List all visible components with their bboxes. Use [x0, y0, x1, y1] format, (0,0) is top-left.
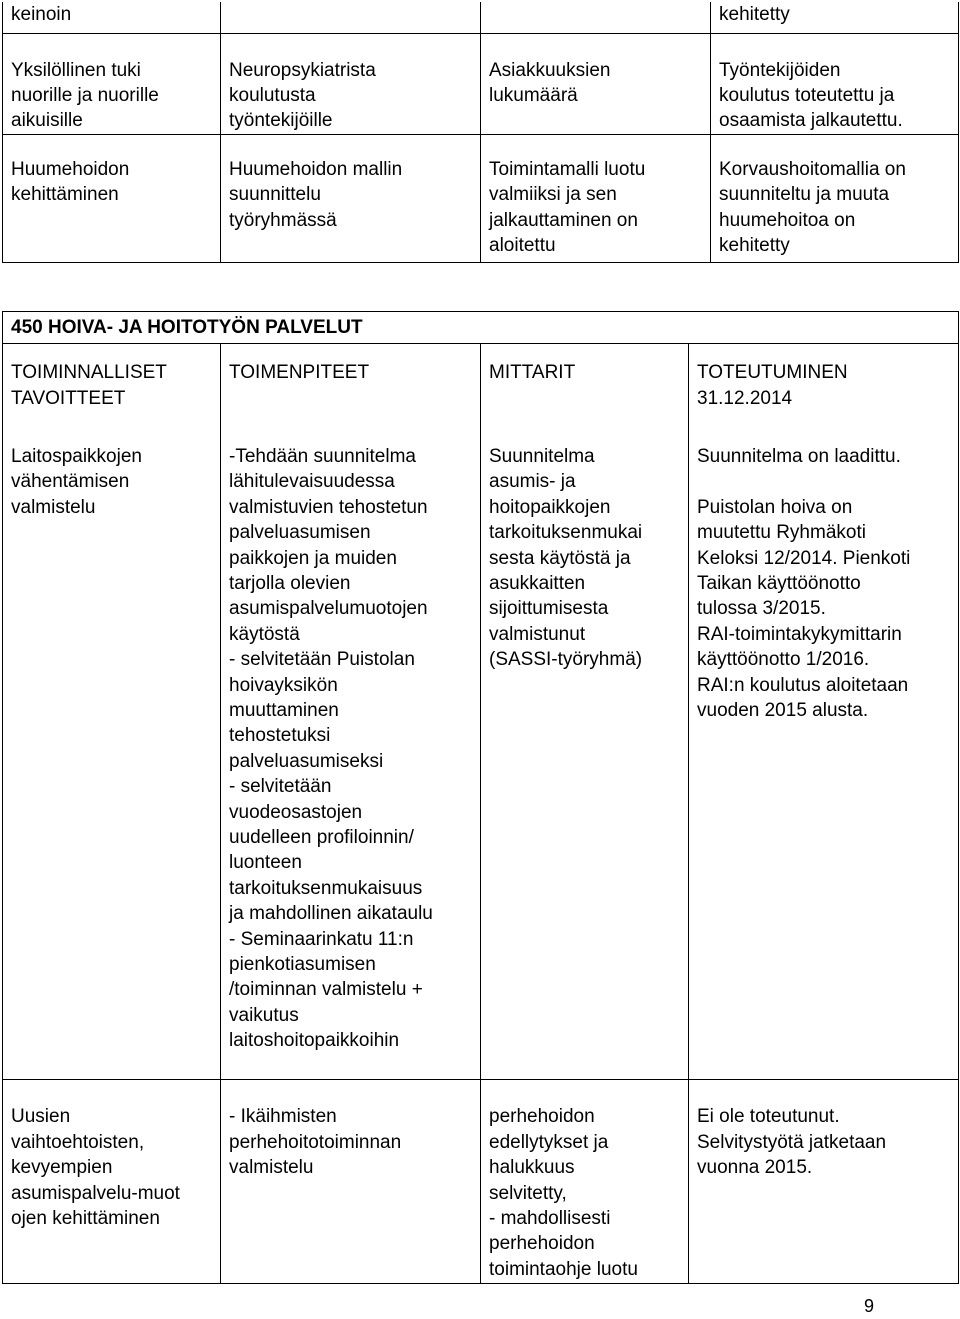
table-row: [3, 2, 959, 33]
column-header: TOIMENPITEET: [221, 344, 481, 414]
table-cell: Toimintamalli luotu valmiiksi ja sen jalkauttaminen on aloitettu: [481, 134, 711, 262]
section-row: [3, 312, 959, 344]
section-title: 450 HOIVA- JA HOITOTYÖN PALVELUT: [3, 312, 959, 344]
table-cell: Ei ole toteutunut. Selvitystyötä jatketaan vuonna 2015.: [689, 1080, 959, 1284]
table-cell: Laitospaikkojen vähentämisen valmistelu: [3, 414, 221, 1080]
table-cell: Huumehoidon mallin suunnittelu työryhmässä: [221, 134, 481, 262]
table-row: [3, 414, 959, 1080]
table-row: [3, 134, 959, 262]
table-cell: Neuropsykiatrista koulutusta työntekijöille: [221, 33, 481, 134]
table-cell: Asiakkuuksien lukumäärä: [481, 33, 711, 134]
table-cell: Korvaushoitomallia on suunniteltu ja muuta huumehoitoa on kehitetty: [711, 134, 959, 262]
table-row: [3, 1080, 959, 1284]
column-header: MITTARIT: [481, 344, 689, 414]
table-cell: Huumehoidon kehittäminen: [3, 134, 221, 262]
table-cell: Suunnitelma asumis- ja hoitopaikkojen tarkoituksenmukai sesta käytöstä ja asukkaitten sijoittumisesta valmistunut (SASSI-työryhmä): [481, 414, 689, 1080]
table-row: [3, 33, 959, 134]
column-header: TOTEUTUMINEN 31.12.2014: [689, 344, 959, 414]
table-cell: kehitetty: [711, 2, 959, 33]
column-header: TOIMINNALLISET TAVOITTEET: [3, 344, 221, 414]
continuation-table: [2, 2, 959, 263]
header-row: [3, 344, 959, 414]
page-number: 9: [864, 1296, 875, 1316]
table-cell: Suunnitelma on laadittu. Puistolan hoiva on muutettu Ryhmäkoti Keloksi 12/2014. Pienkoti Taikan käyttöönotto tulossa 3/2015. RAI-toimintakykymittarin käyttöönotto 1/2016. RAI:n koulutus aloitetaan vuoden 2015 alusta.: [689, 414, 959, 1080]
table-cell: perhehoidon edellytykset ja halukkuus selvitetty, - mahdollisesti perhehoidon toimintaohje luotu: [481, 1080, 689, 1284]
table-cell: keinoin: [3, 2, 221, 33]
table-cell: - Ikäihmisten perhehoitotoiminnan valmistelu: [221, 1080, 481, 1284]
table-cell: Yksilöllinen tuki nuorille ja nuorille aikuisille: [3, 33, 221, 134]
table-cell: [221, 2, 481, 33]
services-table: [2, 311, 959, 1284]
table-cell: -Tehdään suunnitelma lähitulevaisuudessa valmistuvien tehostetun palveluasumisen paikkojen ja muiden tarjolla olevien asumispalvelumuotojen käytöstä - selvitetään Puistolan hoivayksikön muuttaminen tehostetuksi palveluasumiseksi - selvitetään vuodeosastojen uudelleen profiloinnin/ luonteen tarkoituksenmukaisuus ja mahdollinen aikataulu - Seminaarinkatu 11:n pienkotiasumisen /toiminnan valmistelu + vaikutus laitoshoitopaikkoihin: [221, 414, 481, 1080]
table-cell: Työntekijöiden koulutus toteutettu ja osaamista jalkautettu.: [711, 33, 959, 134]
table-cell: [481, 2, 711, 33]
table-cell: Uusien vaihtoehtoisten, kevyempien asumispalvelu-muot ojen kehittäminen: [3, 1080, 221, 1284]
